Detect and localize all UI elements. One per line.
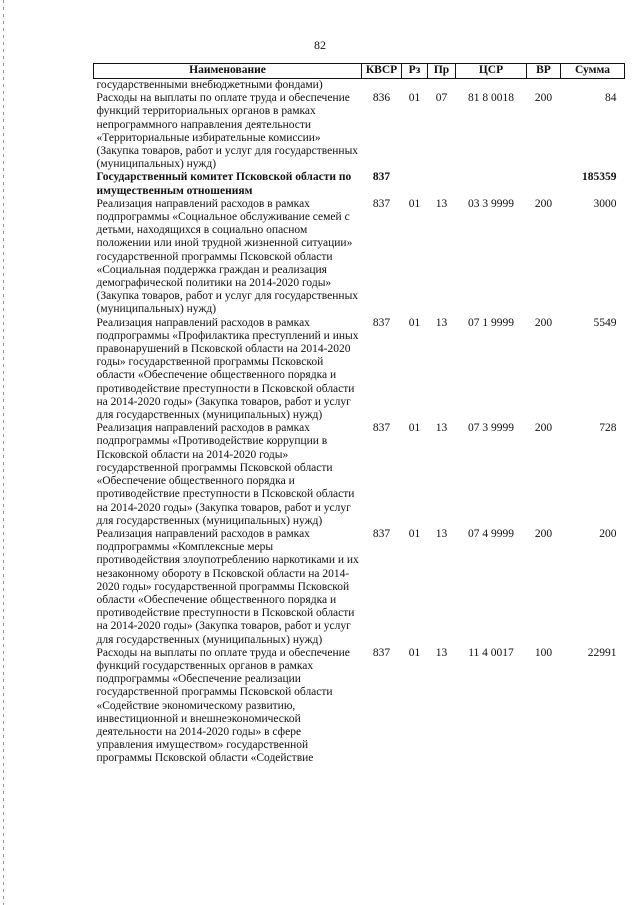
row-pr (428, 171, 456, 197)
row-kvsr: 837 (372, 527, 391, 540)
row-name: Реализация направлений расходов в рамках подпрограммы «Комплексные меры противодействия злоупотреблению наркотиками и их незаконному обороту в Псковской области на 2014-2020 годы» государственной программы Псковской области «Обеспечение общественного порядка и противодействие преступности в Псковской области на 2014-2020 годы» (Закупка товаров, работ и услуг для государственных (муниципальных) нужд) (96, 527, 359, 646)
header-rz: Рз (402, 64, 428, 79)
row-sum: 3000 (593, 197, 617, 210)
row-sum: 5549 (593, 316, 617, 329)
row-name: государственными внебюджетными фондами) (96, 79, 323, 91)
row-csr: 07 3 9999 (468, 422, 514, 435)
header-vr: ВР (527, 64, 561, 79)
row-kvsr: 837 (372, 171, 391, 184)
page-number: 82 (314, 38, 326, 52)
row-kvsr: 837 (372, 422, 391, 435)
row-sum: 728 (599, 422, 617, 435)
row-sum: 84 (605, 92, 617, 105)
table-row (94, 79, 625, 93)
row-csr: 03 3 9999 (468, 197, 514, 210)
row-sum (561, 79, 625, 93)
row-rz (402, 79, 428, 93)
row-rz (402, 171, 428, 197)
row-pr: 13 (435, 527, 448, 540)
row-name: Расходы на выплаты по оплате труда и обеспечение функций территориальных органов в рамках непрограммного направления деятельности «Территориальные избирательные комиссии» (Закупка товаров, работ и услуг для государственных (муниципальных) нужд) (96, 92, 359, 171)
row-sum: 185359 (582, 171, 617, 184)
row-pr: 13 (435, 197, 448, 210)
row-kvsr: 837 (372, 646, 391, 659)
row-rz: 01 (408, 646, 421, 659)
row-pr (428, 79, 456, 93)
row-csr: 11 4 0017 (468, 646, 514, 659)
row-rz: 01 (408, 316, 421, 329)
header-csr: ЦСР (456, 64, 527, 79)
row-vr: 200 (534, 197, 553, 210)
row-pr: 07 (435, 92, 448, 105)
row-pr: 13 (435, 422, 448, 435)
row-csr (456, 171, 527, 197)
table-header-row (94, 64, 625, 79)
row-rz: 01 (408, 527, 421, 540)
table-row (94, 422, 625, 528)
table-row (94, 317, 625, 423)
row-vr: 200 (534, 92, 553, 105)
header-name: Наименование (94, 64, 362, 79)
row-csr: 07 4 9999 (468, 527, 514, 540)
row-vr: 100 (534, 646, 553, 659)
row-kvsr: 837 (372, 316, 391, 329)
row-csr: 07 1 9999 (468, 316, 514, 329)
row-name: Реализация направлений расходов в рамках подпрограммы «Социальное обслуживание семей с детьми, находящихся в социально опасном положении или иной трудной жизненной ситуации» государственной программы Псковской области «Социальная поддержка граждан и реализация демографической политики на 2014-2020 годы» (Закупка товаров, работ и услуг для государственных (муниципальных) нужд) (96, 197, 359, 316)
row-vr: 200 (534, 422, 553, 435)
row-sum: 22991 (587, 646, 617, 659)
row-pr: 13 (435, 646, 448, 659)
budget-table (93, 63, 625, 766)
section-name: Государственный комитет Псковской области по имущественным отношениям (96, 171, 352, 197)
row-rz: 01 (408, 197, 421, 210)
row-sum: 200 (599, 527, 617, 540)
row-vr (527, 79, 561, 93)
table-row (94, 92, 625, 171)
row-name: Расходы на выплаты по оплате труда и обеспечение функций государственных органов в рамках подпрограммы «Обеспечение реализации государственной программы Псковской области «Содействие экономическому развитию, инвестиционной и внешнеэкономической деятельности на 2014-2020 годы» в сфере управления имуществом» государственной программы Псковской области «Содействие (96, 646, 350, 765)
table-row-section (94, 171, 625, 197)
row-rz: 01 (408, 92, 421, 105)
row-csr: 81 8 0018 (468, 92, 514, 105)
row-name: Реализация направлений расходов в рамках подпрограммы «Профилактика преступлений и иных правонарушений в Псковской области на 2014-2020 годы» государственной программы Псковской области «Обеспечение общественного порядка и противодействие преступности в Псковской области на 2014-2020 годы» (Закупка товаров, работ и услуг для государственных (муниципальных) нужд) (96, 316, 359, 422)
row-vr: 200 (534, 316, 553, 329)
row-name: Реализация направлений расходов в рамках подпрограммы «Противодействие коррупции в Псковской области на 2014-2020 годы» государственной программы Псковской области «Обеспечение общественного порядка и противодействие преступности в Псковской области на 2014-2020 годы» (Закупка товаров, работ и услуг для государственных (муниципальных) нужд) (96, 422, 355, 527)
header-kvsr: КВСР (362, 64, 402, 79)
table-row (94, 647, 625, 766)
row-csr (456, 79, 527, 93)
row-rz: 01 (408, 422, 421, 435)
row-pr: 13 (435, 316, 448, 329)
row-vr: 200 (534, 527, 553, 540)
table-row (94, 528, 625, 647)
row-kvsr (362, 79, 402, 93)
table-row (94, 198, 625, 317)
row-kvsr: 836 (372, 92, 391, 105)
scan-edge (3, 0, 4, 905)
row-vr (527, 171, 561, 197)
row-kvsr: 837 (372, 197, 391, 210)
header-sum: Сумма (561, 64, 625, 79)
header-pr: Пр (428, 64, 456, 79)
